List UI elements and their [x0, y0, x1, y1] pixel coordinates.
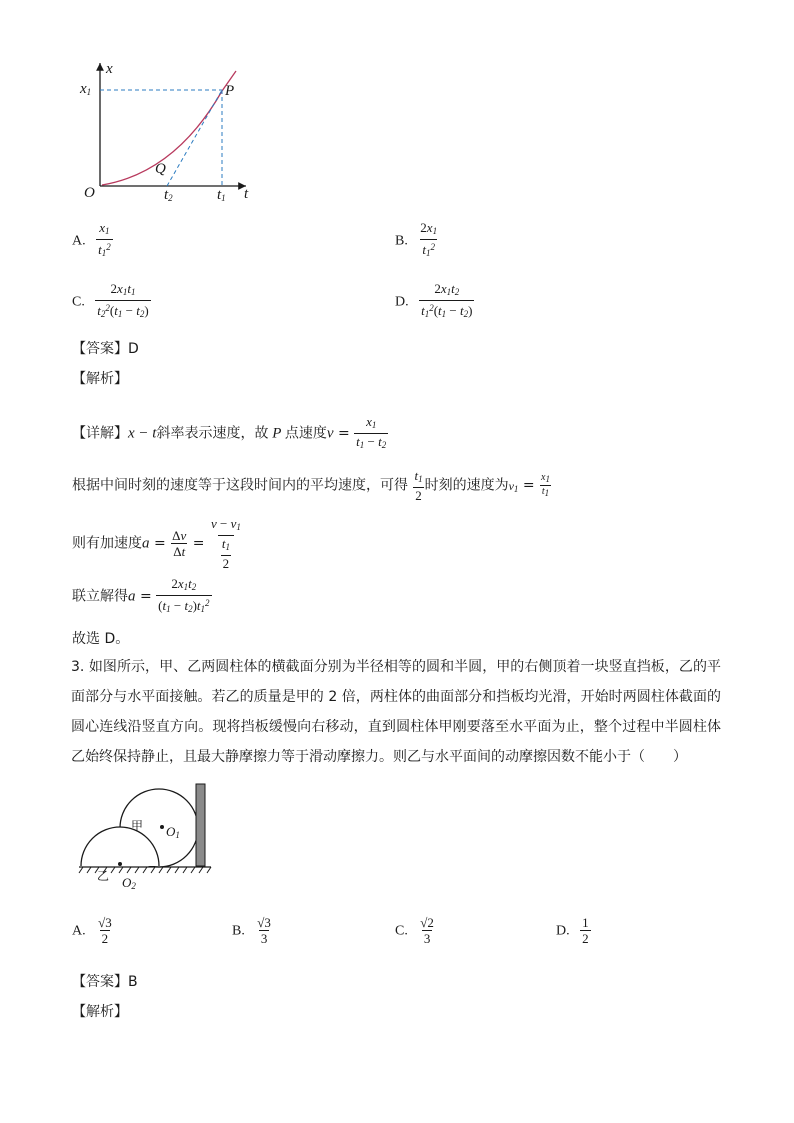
q3-option-a[interactable]: A. $\frac{√3}{2}$	[72, 915, 112, 946]
origin-label: O	[84, 185, 95, 201]
x-axis-label: x	[106, 61, 113, 77]
xt-curve	[102, 71, 236, 185]
q3-analysis-heading: 【解析】	[72, 1004, 128, 1020]
q2-option-b[interactable]: B. $\frac{2x_1}{t_1^2}$	[395, 220, 439, 261]
baffle-plate	[196, 784, 205, 866]
point-p-label: P	[225, 83, 235, 99]
t1-label: $t_1$	[217, 187, 226, 203]
center-o1-dot	[160, 825, 164, 829]
o2-label: $O_2$	[122, 875, 136, 891]
t2-label: $t_2$	[164, 187, 173, 203]
q3-option-b[interactable]: B. $\frac{√3}{3}$	[232, 915, 271, 946]
q2-option-a[interactable]: A. $\frac{x_1}{t_1^2}$	[72, 220, 113, 261]
q3-question-text: 3. 如图所示，甲、乙两圆柱体的横截面分别为半径相等的圆和半圆，甲的右侧顶着一块竖直挡板，乙的平面部分与水平面接触。若乙的质量是甲的 2 倍，两柱体的曲面部分和挡板均光滑，开始时两圆柱体截面的圆心连线沿竖直方向。现将挡板缓慢向右移动，直到圆柱体甲刚要落至水平面为止，整个过程中半圆柱体乙始终保持静止，且最大静摩擦力等于滑动摩擦力。则乙与水平面间的动摩擦因数不能小于（ ）	[71, 659, 721, 765]
q2-detail-line4: 联立解得a = $\frac{2x_1t_2}{(t_1 - t_2)t_1^2}$	[72, 576, 212, 617]
q3-option-d[interactable]: D. $\frac{1}{2}$	[556, 915, 589, 946]
center-o2-dot	[118, 862, 122, 866]
q2-answer: 【答案】D	[72, 341, 139, 357]
q2-detail-line2: 根据中间时刻的速度等于这段时间内的平均速度，可得 $\frac{t_1}{2}$ 时刻的速度为$v_1$ = $\frac{x_1}{t_1}$	[72, 468, 550, 503]
t-axis-label: t	[244, 186, 249, 202]
q2-detail-line1: 【详解】x − t斜率表示速度，故 P 点速度v = $\frac{x_1}{t_1 - t_2}$	[72, 414, 388, 453]
x1-label: $x_1$	[80, 81, 92, 97]
tangent-dashed-line	[167, 90, 222, 186]
q3-option-c[interactable]: C. $\frac{√2}{3}$	[395, 915, 434, 946]
q2-detail-line3: 则有加速度a = $\frac{\Delta v}{\Delta t}$ = $\frac{v - v_1}{\frac{t_1}{2}}$	[72, 516, 241, 571]
q2-option-d[interactable]: D. $\frac{2x_1t_2}{t_1^2(t_1 - t_2)}$	[395, 281, 474, 322]
q2-conclusion: 故选 D。	[72, 631, 130, 647]
jia-label: 甲	[131, 819, 144, 833]
yi-label: 乙	[97, 869, 110, 883]
o1-label: $O_1$	[166, 824, 180, 840]
q2-analysis-heading: 【解析】	[72, 371, 128, 387]
cylinders-figure	[75, 780, 225, 875]
q2-option-c[interactable]: C. $\frac{2x_1t_1}{t_2^2(t_1 - t_2)}$	[72, 281, 151, 322]
point-q-label: Q	[155, 161, 166, 177]
q3-answer: 【答案】B	[72, 974, 138, 990]
